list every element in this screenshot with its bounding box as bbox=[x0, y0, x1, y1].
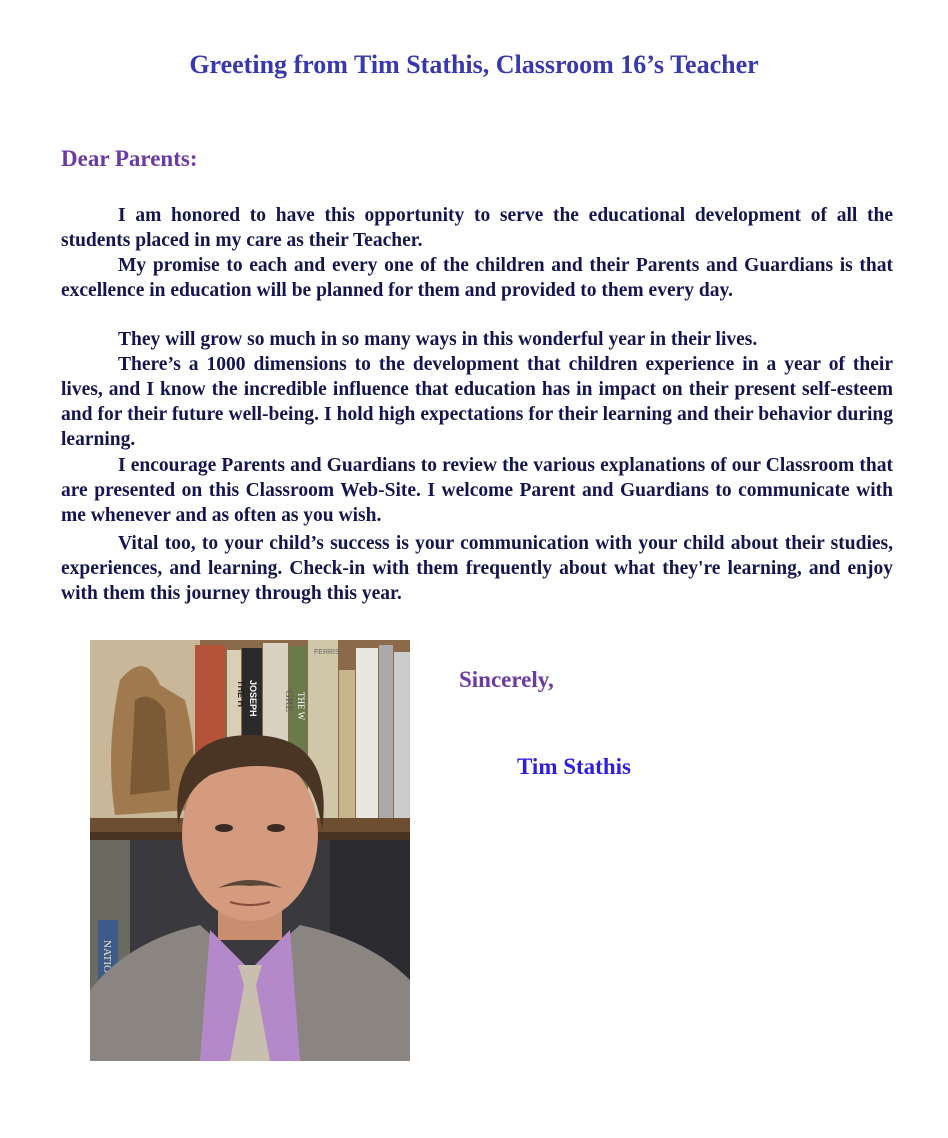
salutation: Dear Parents: bbox=[61, 146, 198, 171]
paragraph-6: Vital too, to your child’s success is your communication with your child about their studies, experiences, and learning. Check-in with them frequently about what they're learning, and enjoy with them this journey through this year. bbox=[61, 533, 893, 604]
book-spine-text: NATIO bbox=[101, 940, 113, 973]
page-title: Greeting from Tim Stathis, Classroom 16’s Teacher bbox=[189, 50, 759, 79]
letter-body bbox=[61, 203, 893, 606]
book-spine-text: GRE bbox=[283, 690, 295, 712]
paragraph-3: They will grow so much in so many ways in this wonderful year in their lives. bbox=[118, 329, 758, 350]
paragraph-5: I encourage Parents and Guardians to review the various explanations of our Classroom that are presented on this Classroom Web-Site. I welcome Parent and Guardians to communicate with me whenever and as often as you wish. bbox=[61, 455, 893, 526]
teacher-photo bbox=[90, 640, 410, 1061]
paragraph-4: There’s a 1000 dimensions to the development that children experience in a year of their lives, and I know the incredible influence that education has in impact on their present self-esteem and for their future well-being. I hold high expectations for their learning and their behavior during learning. bbox=[61, 354, 893, 450]
closing: Sincerely, bbox=[459, 667, 554, 692]
book-spine-text: JOSEPH bbox=[248, 680, 258, 717]
paragraph-1: I am honored to have this opportunity to serve the educational development of all the students placed in my care as their Teacher. bbox=[61, 205, 893, 251]
book-spine-text: THE W bbox=[296, 692, 306, 721]
signature: Tim Stathis bbox=[517, 754, 631, 779]
book-spine-text: THE H bbox=[236, 680, 246, 707]
book-spine-text: FERRIS bbox=[314, 649, 340, 656]
paragraph-2: My promise to each and every one of the children and their Parents and Guardians is that excellence in education will be planned for them and provided to them every day. bbox=[61, 255, 893, 301]
